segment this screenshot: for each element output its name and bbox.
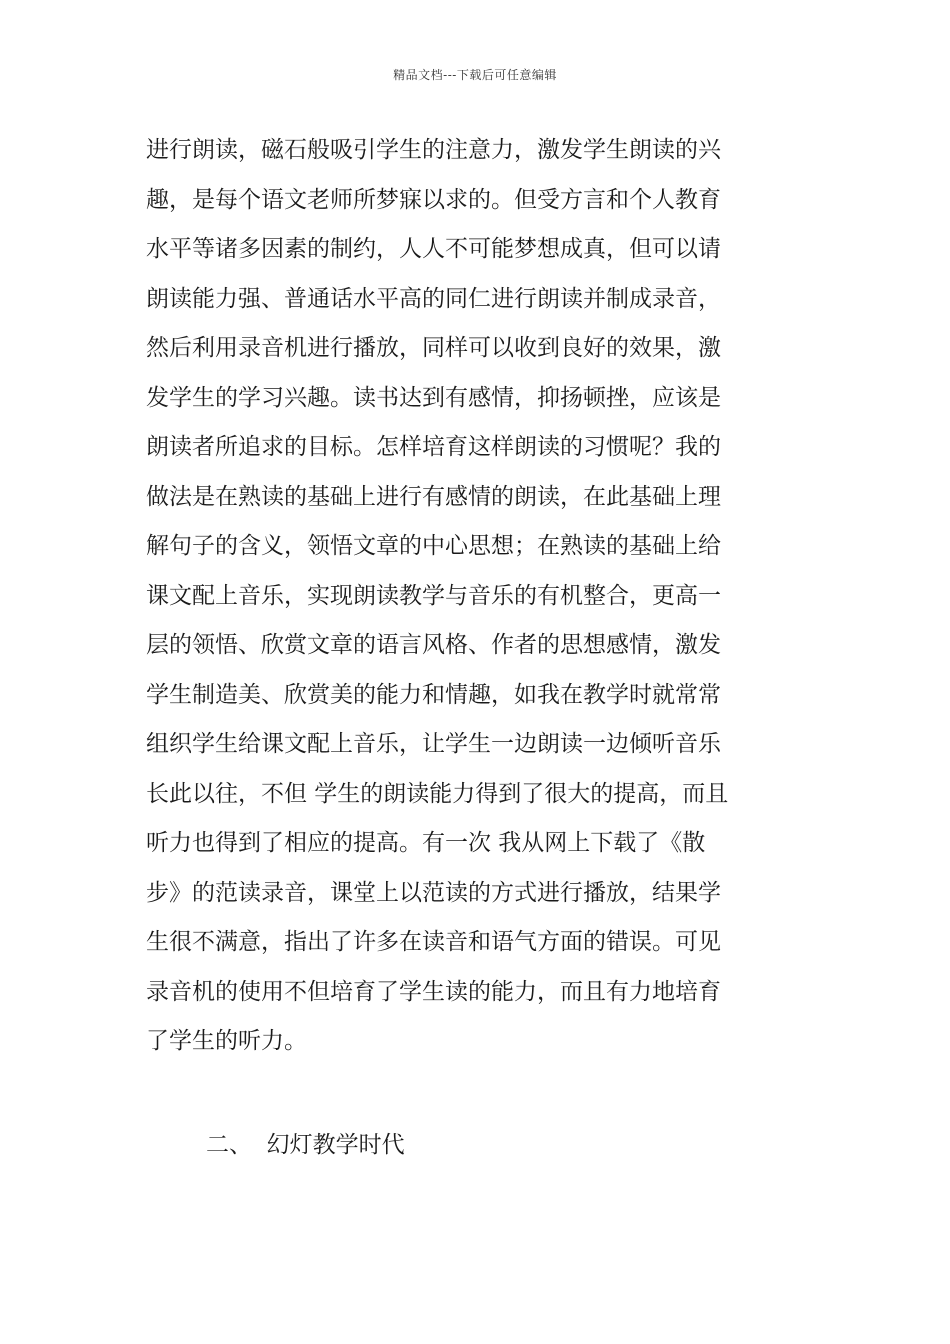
- paragraph-line: 然后利用录音机进行播放，同样可以收到良好的效果，激: [146, 335, 721, 361]
- paragraph-line: 朗读者所追求的目标。怎样培育这样朗读的习惯呢？我的: [146, 434, 721, 460]
- paragraph-line: 进行朗读，磁石般吸引学生的注意力，激发学生朗读的兴: [146, 137, 721, 163]
- section-heading: 二、 幻灯教学时代: [206, 1132, 405, 1158]
- paragraph-line: 长此以往，不但 学生的朗读能力得到了很大的提高，而且: [146, 780, 729, 807]
- paragraph-line: 发学生的学习兴趣。读书达到有感情，抑扬顿挫，应该是: [146, 384, 721, 411]
- paragraph-line: 了学生的听力。: [146, 1028, 307, 1054]
- paragraph-line: 听力也得到了相应的提高。有一次 我从网上下载了《散: [146, 830, 706, 856]
- page-header: 精品文档---下载后可任意编辑: [393, 68, 557, 82]
- paragraph-line: 做法是在熟读的基础上进行有感情的朗读，在此基础上理: [146, 483, 721, 510]
- paragraph-line: 朗读能力强、普通话水平高的同仁进行朗读并制成录音，: [146, 285, 721, 312]
- paragraph-line: 步》的范读录音，课堂上以范读的方式进行播放，结果学: [146, 879, 721, 906]
- paragraph-line: 组织学生给课文配上音乐，让学生一边朗读一边倾听音乐: [146, 731, 721, 757]
- paragraph-line: 课文配上音乐，实现朗读教学与音乐的有机整合，更高一: [146, 582, 721, 609]
- paragraph-line: 趣，是每个语文老师所梦寐以求的。但受方言和个人教育: [146, 186, 721, 213]
- paragraph-line: 录音机的使用不但培育了学生读的能力，而且有力地培育: [146, 978, 721, 1005]
- paragraph-line: 学生制造美、欣赏美的能力和情趣，如我在教学时就常常: [146, 681, 721, 708]
- body-paragraph: [146, 126, 816, 1067]
- paragraph-line: 层的领悟、欣赏文章的语言风格、作者的思想感情，激发: [146, 632, 721, 658]
- paragraph-line: 水平等诸多因素的制约，人人不可能梦想成真，但可以请: [146, 236, 721, 262]
- paragraph-line: 解句子的含义，领悟文章的中心思想；在熟读的基础上给: [146, 533, 721, 559]
- paragraph-line: 生很不满意，指出了许多在读音和语气方面的错误。可见: [146, 929, 721, 955]
